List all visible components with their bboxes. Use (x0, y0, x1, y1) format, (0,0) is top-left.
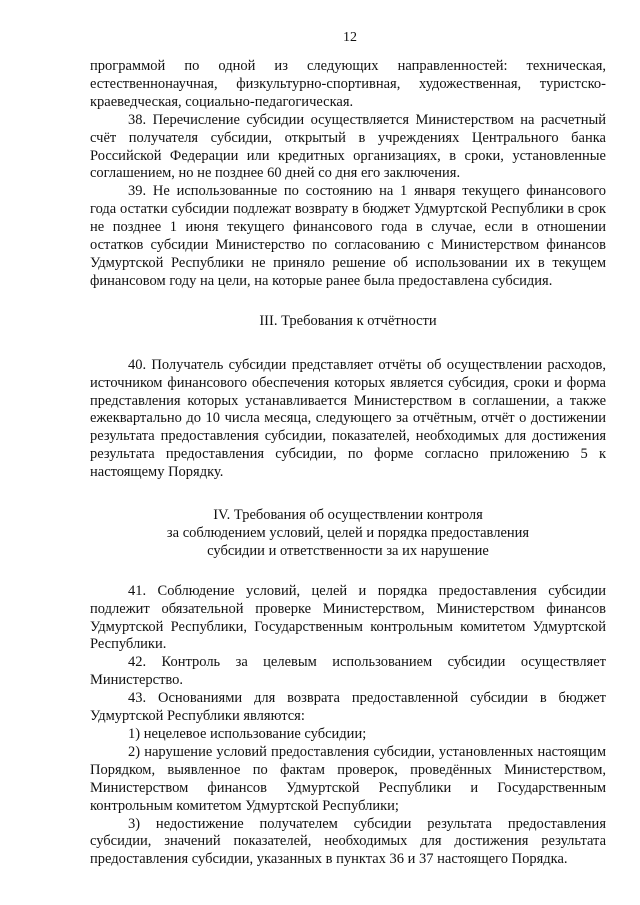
page-number: 12 (343, 30, 357, 45)
section-3-heading: III. Требования к отчётности (259, 312, 437, 329)
paragraph-43: 43. Основаниями для возврата предоставленной субсидии в бюджет Удмуртской Республики являются: (90, 690, 606, 725)
list-item-3: 3) недостижение получателем субсидии результата предоставления субсидии, значений показателей, необходимых для достижения результата предоставления субсидии, указанных в пунктах 36 и 37 настоящего Порядка. (90, 815, 606, 868)
list-item-2: 2) нарушение условий предоставления субсидии, установленных настоящим Порядком, выявленное по фактам проверок, проведённых Министерством, Министерством финансов Удмуртской Республики и Государственным контрольным комитетом Удмуртской Республики; (90, 743, 606, 814)
paragraph-41: 41. Соблюдение условий, целей и порядка предоставления субсидии подлежит обязательной проверке Министерством, Министерством финансов Удмуртской Республики, Государственным контрольным комитетом Удмуртской Республики. (90, 582, 606, 653)
section-4-heading-line-1: IV. Требования об осуществлении контроля (213, 507, 483, 524)
section-4-heading-line-2: за соблюдением условий, целей и порядка предоставления (166, 524, 530, 541)
paragraph-38: 38. Перечисление субсидии осуществляется Министерством на расчетный счёт получателя субсидии, открытый в учреждениях Центрального банка Российской Федерации или кредитных организациях, в сроки, установленные соглашением, но не позднее 60 дней со дня его заключения. (90, 111, 606, 182)
section-4-heading-line-3: субсидии и ответственности за их нарушение (207, 542, 489, 559)
section-4-heading (90, 507, 606, 561)
paragraph-42: 42. Контроль за целевым использованием субсидии осуществляет Министерство. (90, 654, 606, 689)
paragraph-37-continuation: программой по одной из следующих направленностей: техническая, естественнонаучная, физкультурно-спортивная, художественная, туристско-краеведческая, социально-педагогическая. (90, 58, 606, 110)
list-item-1: 1) нецелевое использование субсидии; (128, 726, 367, 742)
paragraph-39: 39. Не использованные по состоянию на 1 января текущего финансового года остатки субсидии подлежат возврату в бюджет Удмуртской Республики в срок не позднее 1 июня текущего финансового года в случае, если в отношении остатков субсидии Министерство по согласованию с Министерством финансов Удмуртской Республики не приняло решение об использовании их в текущем финансовом году на цели, на которые ранее была предоставлена субсидия. (90, 183, 606, 289)
paragraph-40: 40. Получатель субсидии представляет отчёты об осуществлении расходов, источником финансового обеспечения которых является субсидия, сроки и форма представления которых устанавливается Министерством в соглашении, а также ежеквартально до 10 числа месяца, следующего за отчётным, отчёт о достижении результата предоставления субсидии, показателей, необходимых для достижения результата предоставления субсидии, по форме согласно приложению 5 к настоящему Порядку. (90, 356, 606, 481)
